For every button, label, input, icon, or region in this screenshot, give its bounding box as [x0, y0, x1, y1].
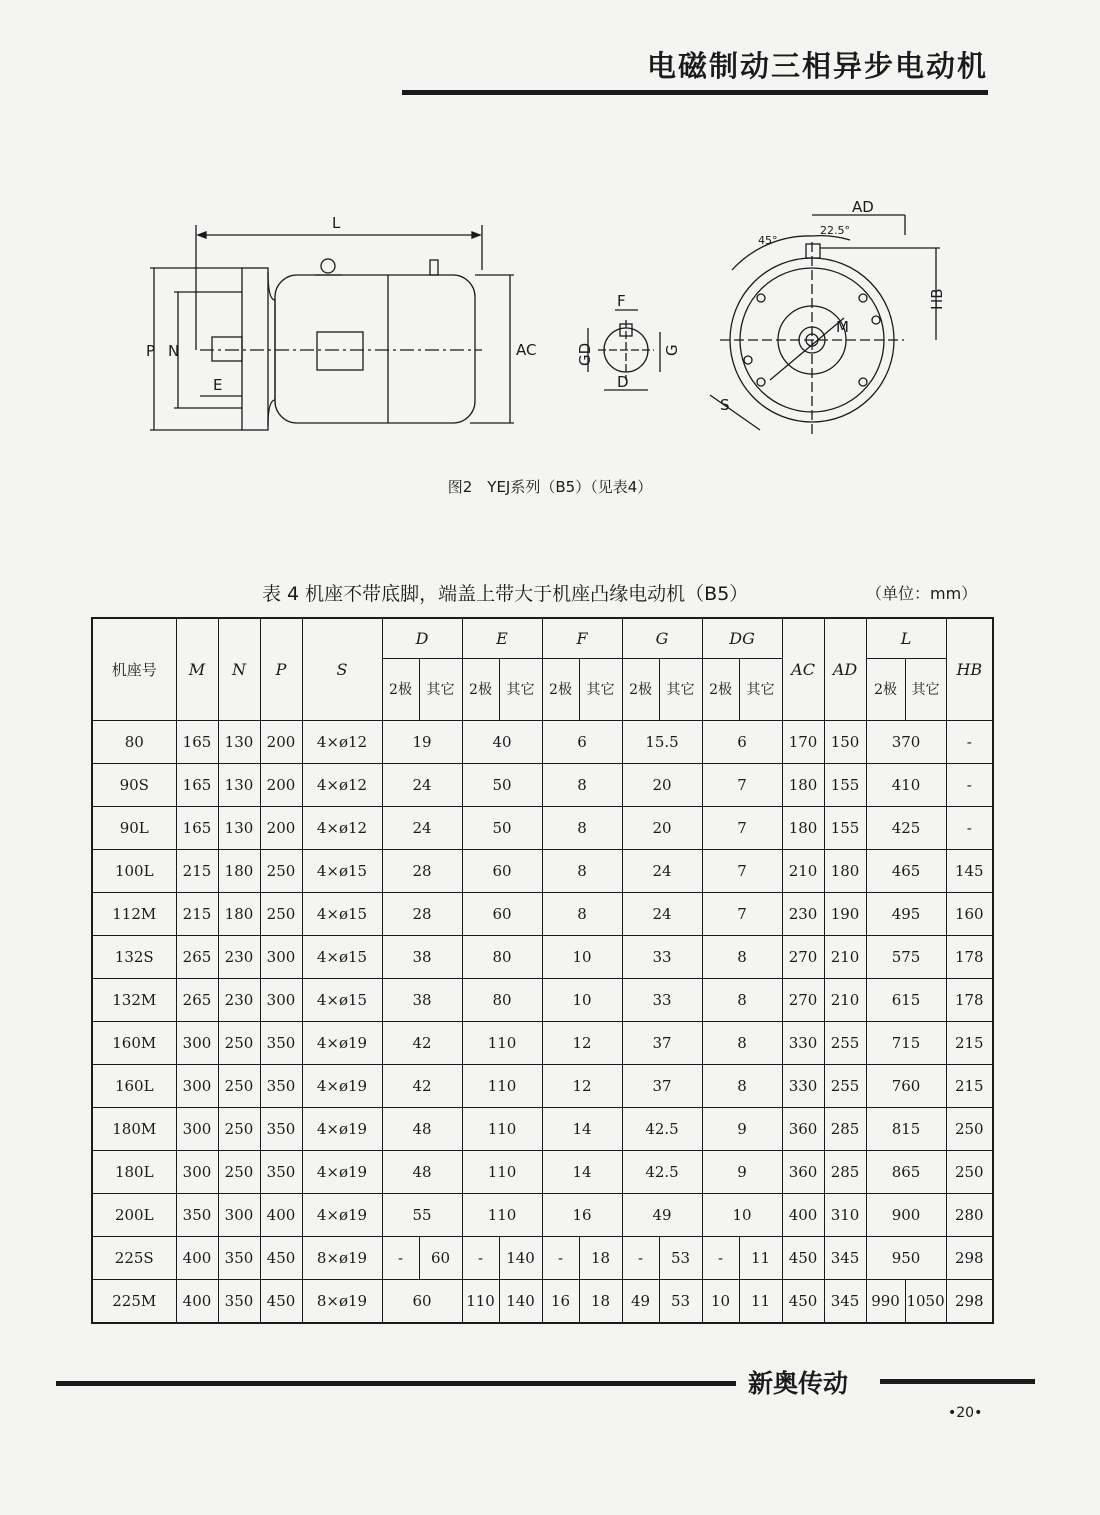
angle-label-22-5: 22.5°	[820, 224, 850, 237]
cell-AD: 345	[824, 1279, 866, 1323]
cell-D: 55	[382, 1193, 462, 1236]
col-header-frame: 机座号	[92, 618, 176, 720]
cell-G: 24	[622, 849, 702, 892]
dim-label-G: G	[663, 344, 681, 356]
cell-AC: 270	[782, 978, 824, 1021]
cell-G-other: 53	[659, 1279, 702, 1323]
cell-AC: 330	[782, 1021, 824, 1064]
cell-L: 410	[866, 763, 946, 806]
cell-HB: 250	[946, 1107, 993, 1150]
col-header-HB: HB	[946, 618, 993, 720]
cell-S: 4×ø12	[302, 806, 382, 849]
cell-G: 20	[622, 763, 702, 806]
cell-M: 350	[176, 1193, 218, 1236]
cell-DG-2pole: -	[702, 1236, 739, 1279]
cell-E-other: 140	[499, 1279, 542, 1323]
cell-G-2pole: 49	[622, 1279, 659, 1323]
cell-L-other: 1050	[905, 1279, 946, 1323]
cell-P: 300	[260, 935, 302, 978]
table-row	[92, 806, 993, 849]
col-header-D: D	[382, 618, 462, 658]
cell-G: 42.5	[622, 1107, 702, 1150]
cell-D-2pole: -	[382, 1236, 419, 1279]
cell-DG: 9	[702, 1150, 782, 1193]
cell-AC: 230	[782, 892, 824, 935]
cell-DG: 8	[702, 1021, 782, 1064]
end-view	[710, 198, 946, 436]
cell-AC: 270	[782, 935, 824, 978]
cell-frame: 132M	[92, 978, 176, 1021]
cell-E: 110	[462, 1150, 542, 1193]
cell-AD: 155	[824, 763, 866, 806]
dim-label-AC: AC	[516, 341, 537, 359]
cell-AC: 400	[782, 1193, 824, 1236]
col-header-E: E	[462, 618, 542, 658]
cell-N: 250	[218, 1150, 260, 1193]
dim-label-F: F	[617, 292, 626, 310]
cell-frame: 160M	[92, 1021, 176, 1064]
cell-DG: 7	[702, 806, 782, 849]
cell-G-2pole: -	[622, 1236, 659, 1279]
cell-D: 28	[382, 892, 462, 935]
dim-label-N: N	[168, 342, 180, 360]
cell-L: 495	[866, 892, 946, 935]
cell-S: 4×ø15	[302, 892, 382, 935]
cell-P: 250	[260, 892, 302, 935]
cell-AD: 345	[824, 1236, 866, 1279]
cell-D: 28	[382, 849, 462, 892]
cell-M: 300	[176, 1021, 218, 1064]
cell-D: 42	[382, 1064, 462, 1107]
cell-E: 60	[462, 892, 542, 935]
cell-F: 12	[542, 1021, 622, 1064]
cell-G: 33	[622, 935, 702, 978]
table-row	[92, 720, 993, 763]
footer-rule-right	[880, 1379, 1035, 1384]
cell-AD: 255	[824, 1021, 866, 1064]
cell-L: 425	[866, 806, 946, 849]
dim-label-AD: AD	[852, 198, 874, 216]
cell-F: 14	[542, 1107, 622, 1150]
dim-label-S: S	[720, 396, 730, 414]
cell-N: 130	[218, 806, 260, 849]
footer-brand: 新奥传动	[748, 1369, 849, 1398]
cell-E-2pole: -	[462, 1236, 499, 1279]
cell-DG: 8	[702, 1064, 782, 1107]
cell-DG: 10	[702, 1193, 782, 1236]
cell-E: 110	[462, 1021, 542, 1064]
cell-P: 350	[260, 1107, 302, 1150]
cell-E: 60	[462, 849, 542, 892]
cell-AD: 285	[824, 1150, 866, 1193]
cell-HB: 160	[946, 892, 993, 935]
cell-E: 80	[462, 935, 542, 978]
cell-frame: 180M	[92, 1107, 176, 1150]
col-header-P: P	[260, 618, 302, 720]
dim-label-L: L	[332, 214, 341, 232]
cell-P: 450	[260, 1279, 302, 1323]
cell-DG: 7	[702, 892, 782, 935]
cell-frame: 100L	[92, 849, 176, 892]
table-title: 表 4 机座不带底脚，端盖上带大于机座凸缘电动机（B5）	[262, 583, 749, 605]
table-header-row	[92, 618, 993, 658]
col-header-AD: AD	[824, 618, 866, 720]
cell-E: 110	[462, 1107, 542, 1150]
cell-HB: 215	[946, 1021, 993, 1064]
cell-HB: 178	[946, 978, 993, 1021]
cell-F: 8	[542, 763, 622, 806]
cell-DG-other: 11	[739, 1279, 782, 1323]
cell-S: 8×ø19	[302, 1279, 382, 1323]
dimension-table	[91, 617, 994, 1324]
cell-G: 37	[622, 1021, 702, 1064]
cell-frame: 160L	[92, 1064, 176, 1107]
subheader-2pole: 2极	[702, 658, 739, 720]
cell-L: 760	[866, 1064, 946, 1107]
cell-S: 8×ø19	[302, 1236, 382, 1279]
cell-F: 16	[542, 1193, 622, 1236]
cell-G: 24	[622, 892, 702, 935]
dim-label-E: E	[213, 376, 223, 394]
cell-AC: 170	[782, 720, 824, 763]
cell-AD: 310	[824, 1193, 866, 1236]
cell-S: 4×ø19	[302, 1021, 382, 1064]
cell-AC: 450	[782, 1279, 824, 1323]
subheader-2pole: 2极	[622, 658, 659, 720]
cell-HB: 178	[946, 935, 993, 978]
cell-frame: 80	[92, 720, 176, 763]
cell-HB: 250	[946, 1150, 993, 1193]
col-header-L: L	[866, 618, 946, 658]
cell-N: 350	[218, 1279, 260, 1323]
cell-AC: 180	[782, 806, 824, 849]
cell-S: 4×ø19	[302, 1150, 382, 1193]
cell-M: 215	[176, 892, 218, 935]
cell-L-2pole: 990	[866, 1279, 905, 1323]
figure-caption: 图2 YEJ系列（B5）（见表4）	[447, 478, 653, 496]
cell-D: 24	[382, 806, 462, 849]
table-row	[92, 1236, 993, 1279]
cell-F: 12	[542, 1064, 622, 1107]
cell-HB: 280	[946, 1193, 993, 1236]
cell-AD: 255	[824, 1064, 866, 1107]
cell-frame: 180L	[92, 1150, 176, 1193]
header-rule	[402, 90, 988, 95]
cell-D: 48	[382, 1107, 462, 1150]
cell-P: 350	[260, 1150, 302, 1193]
cell-L: 370	[866, 720, 946, 763]
cell-F-other: 18	[579, 1236, 622, 1279]
subheader-other: 其它	[905, 658, 946, 720]
dim-label-HB: HB	[928, 288, 946, 310]
col-header-N: N	[218, 618, 260, 720]
cell-M: 300	[176, 1107, 218, 1150]
cell-D: 38	[382, 935, 462, 978]
cell-N: 180	[218, 849, 260, 892]
col-header-AC: AC	[782, 618, 824, 720]
cell-P: 200	[260, 763, 302, 806]
cell-G: 42.5	[622, 1150, 702, 1193]
cell-AD: 285	[824, 1107, 866, 1150]
cell-G: 33	[622, 978, 702, 1021]
table-row	[92, 1150, 993, 1193]
table-row	[92, 935, 993, 978]
cell-AD: 150	[824, 720, 866, 763]
dim-label-GD: GD	[576, 342, 594, 366]
cell-N: 180	[218, 892, 260, 935]
cell-HB: -	[946, 763, 993, 806]
page-header-title: 电磁制动三相异步电动机	[646, 49, 988, 83]
cell-AD: 190	[824, 892, 866, 935]
subheader-2pole: 2极	[462, 658, 499, 720]
cell-N: 230	[218, 978, 260, 1021]
cell-E: 50	[462, 763, 542, 806]
cell-L: 715	[866, 1021, 946, 1064]
cell-AD: 180	[824, 849, 866, 892]
subheader-other: 其它	[499, 658, 542, 720]
cell-L: 615	[866, 978, 946, 1021]
cell-F: 8	[542, 806, 622, 849]
cell-D-other: 60	[419, 1236, 462, 1279]
cell-D: 38	[382, 978, 462, 1021]
cell-M: 400	[176, 1279, 218, 1323]
subheader-2pole: 2极	[382, 658, 419, 720]
cell-L: 465	[866, 849, 946, 892]
cell-D: 24	[382, 763, 462, 806]
cell-frame: 200L	[92, 1193, 176, 1236]
subheader-other: 其它	[419, 658, 462, 720]
cell-E: 110	[462, 1064, 542, 1107]
table-row	[92, 1021, 993, 1064]
cell-G: 49	[622, 1193, 702, 1236]
cell-M: 300	[176, 1064, 218, 1107]
cell-M: 300	[176, 1150, 218, 1193]
cell-G-other: 53	[659, 1236, 702, 1279]
cell-AC: 360	[782, 1107, 824, 1150]
dim-label-M: M	[836, 318, 849, 336]
cell-F-2pole: -	[542, 1236, 579, 1279]
cell-frame: 112M	[92, 892, 176, 935]
col-header-M: M	[176, 618, 218, 720]
cell-HB: -	[946, 806, 993, 849]
cell-L: 815	[866, 1107, 946, 1150]
col-header-F: F	[542, 618, 622, 658]
cell-S: 4×ø15	[302, 849, 382, 892]
cell-D: 60	[382, 1279, 462, 1323]
cell-L: 900	[866, 1193, 946, 1236]
cell-DG: 7	[702, 763, 782, 806]
cell-E: 80	[462, 978, 542, 1021]
shaft-section-view	[576, 292, 681, 391]
cell-S: 4×ø19	[302, 1064, 382, 1107]
cell-G: 15.5	[622, 720, 702, 763]
cell-frame: 225S	[92, 1236, 176, 1279]
cell-frame: 90S	[92, 763, 176, 806]
cell-N: 350	[218, 1236, 260, 1279]
cell-AD: 155	[824, 806, 866, 849]
cell-N: 250	[218, 1021, 260, 1064]
cell-S: 4×ø15	[302, 978, 382, 1021]
table-row	[92, 1107, 993, 1150]
cell-AC: 210	[782, 849, 824, 892]
cell-L: 950	[866, 1236, 946, 1279]
side-view	[146, 214, 536, 430]
dim-label-D: D	[617, 373, 629, 391]
cell-D: 19	[382, 720, 462, 763]
cell-P: 200	[260, 720, 302, 763]
cell-F-2pole: 16	[542, 1279, 579, 1323]
cell-F: 8	[542, 892, 622, 935]
cell-G: 20	[622, 806, 702, 849]
cell-S: 4×ø12	[302, 763, 382, 806]
cell-DG-other: 11	[739, 1236, 782, 1279]
cell-M: 165	[176, 806, 218, 849]
cell-E-2pole: 110	[462, 1279, 499, 1323]
cell-M: 400	[176, 1236, 218, 1279]
cell-G: 37	[622, 1064, 702, 1107]
cell-DG: 8	[702, 935, 782, 978]
col-header-DG: DG	[702, 618, 782, 658]
cell-frame: 225M	[92, 1279, 176, 1323]
cell-AC: 330	[782, 1064, 824, 1107]
cell-HB: 145	[946, 849, 993, 892]
cell-S: 4×ø19	[302, 1107, 382, 1150]
cell-E: 50	[462, 806, 542, 849]
cell-DG: 6	[702, 720, 782, 763]
cell-DG: 7	[702, 849, 782, 892]
cell-D: 48	[382, 1150, 462, 1193]
cell-AC: 180	[782, 763, 824, 806]
cell-P: 350	[260, 1064, 302, 1107]
cell-P: 450	[260, 1236, 302, 1279]
cell-F: 10	[542, 935, 622, 978]
table-row	[92, 763, 993, 806]
cell-L: 575	[866, 935, 946, 978]
cell-S: 4×ø12	[302, 720, 382, 763]
cell-F: 6	[542, 720, 622, 763]
cell-N: 130	[218, 763, 260, 806]
cell-HB: 298	[946, 1279, 993, 1323]
table-row	[92, 978, 993, 1021]
cell-N: 230	[218, 935, 260, 978]
cell-D: 42	[382, 1021, 462, 1064]
page-number: •20•	[948, 1405, 983, 1421]
subheader-other: 其它	[739, 658, 782, 720]
angle-label-45: 45°	[758, 234, 778, 247]
table-unit: （单位：mm）	[866, 584, 978, 603]
cell-HB: -	[946, 720, 993, 763]
table-row	[92, 1064, 993, 1107]
cell-F: 14	[542, 1150, 622, 1193]
subheader-2pole: 2极	[542, 658, 579, 720]
cell-P: 250	[260, 849, 302, 892]
cell-S: 4×ø19	[302, 1193, 382, 1236]
cell-M: 215	[176, 849, 218, 892]
cell-M: 165	[176, 763, 218, 806]
col-header-S: S	[302, 618, 382, 720]
cell-F-other: 18	[579, 1279, 622, 1323]
cell-F: 8	[542, 849, 622, 892]
motor-dimension-drawing	[120, 180, 960, 440]
subheader-2pole: 2极	[866, 658, 905, 720]
cell-E: 110	[462, 1193, 542, 1236]
cell-E-other: 140	[499, 1236, 542, 1279]
cell-E: 40	[462, 720, 542, 763]
col-header-G: G	[622, 618, 702, 658]
cell-P: 300	[260, 978, 302, 1021]
table-row	[92, 1279, 993, 1323]
cell-frame: 132S	[92, 935, 176, 978]
cell-P: 200	[260, 806, 302, 849]
cell-N: 130	[218, 720, 260, 763]
table-row	[92, 849, 993, 892]
cell-DG: 8	[702, 978, 782, 1021]
cell-M: 265	[176, 978, 218, 1021]
cell-F: 10	[542, 978, 622, 1021]
cell-P: 400	[260, 1193, 302, 1236]
cell-AC: 360	[782, 1150, 824, 1193]
cell-DG: 9	[702, 1107, 782, 1150]
cell-AC: 450	[782, 1236, 824, 1279]
dim-label-P: P	[146, 342, 156, 360]
table-row	[92, 1193, 993, 1236]
cell-N: 250	[218, 1064, 260, 1107]
cell-P: 350	[260, 1021, 302, 1064]
cell-AD: 210	[824, 978, 866, 1021]
table-row	[92, 892, 993, 935]
subheader-other: 其它	[659, 658, 702, 720]
cell-S: 4×ø15	[302, 935, 382, 978]
cell-L: 865	[866, 1150, 946, 1193]
cell-HB: 215	[946, 1064, 993, 1107]
cell-M: 265	[176, 935, 218, 978]
footer-rule-left	[56, 1381, 736, 1386]
cell-N: 250	[218, 1107, 260, 1150]
cell-AD: 210	[824, 935, 866, 978]
cell-M: 165	[176, 720, 218, 763]
subheader-other: 其它	[579, 658, 622, 720]
cell-HB: 298	[946, 1236, 993, 1279]
cell-N: 300	[218, 1193, 260, 1236]
cell-DG-2pole: 10	[702, 1279, 739, 1323]
cell-frame: 90L	[92, 806, 176, 849]
